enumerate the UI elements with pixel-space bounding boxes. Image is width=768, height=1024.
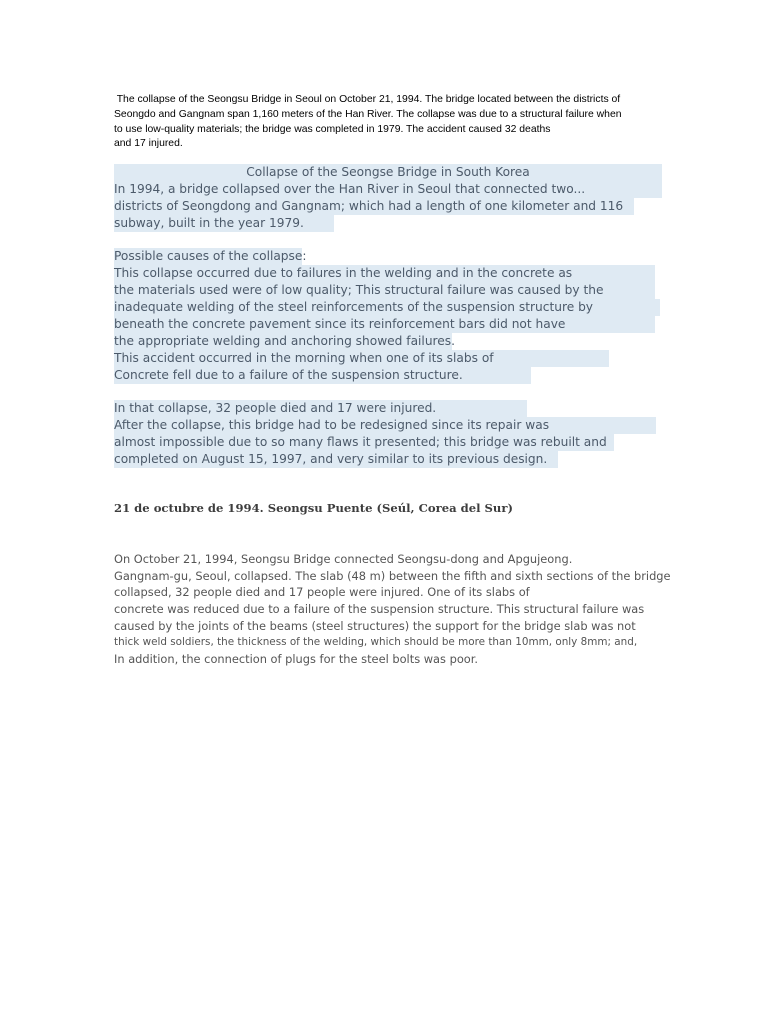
highlighted-line: After the collapse, this bridge had to be redesigned since its repair was (114, 417, 607, 434)
final-line: concrete was reduced due to a failure of the suspension structure. This structural failure was (114, 602, 645, 617)
final-line: On October 21, 1994, Seongsu Bridge connected Seongsu-dong and Apgujeong. (114, 552, 573, 566)
causes-heading: Possible causes of the collapse: (114, 249, 307, 263)
intro-line: Seongdo and Gangnam span 1,160 meters of the Han River. The collapse was due to a structural failure when (114, 108, 622, 120)
final-line: In addition, the connection of plugs for the steel bolts was poor. (114, 652, 479, 667)
highlighted-line: inadequate welding of the steel reinforcements of the suspension structure by (114, 299, 604, 316)
final-line: Gangnam-gu, Seoul, collapsed. The slab (48 m) between the fifth and sixth sections of the bridge (114, 568, 671, 583)
aftermath-section (114, 400, 607, 468)
final-line: caused by the joints of the beams (steel structures) the support for the bridge slab was not (114, 618, 636, 633)
highlighted-line: This accident occurred in the morning when one of its slabs of (114, 350, 604, 367)
highlighted-line: districts of Seongdong and Gangnam; which had a length of one kilometer and 116 (114, 198, 662, 215)
causes-section (114, 248, 604, 384)
intro-paragraph (114, 93, 666, 152)
final-paragraph (114, 551, 671, 668)
highlighted-line: the appropriate welding and anchoring showed failures. (114, 334, 456, 348)
intro-line: and 17 injured. (114, 138, 183, 150)
section-title-line (114, 164, 662, 181)
intro-line: to use low-quality materials; the bridge was completed in 1979. The accident caused 32 deaths (114, 123, 551, 135)
intro-line: The collapse of the Seongsu Bridge in Seoul on October 21, 1994. The bridge located between the districts of (114, 94, 621, 105)
highlighted-line (114, 248, 604, 265)
highlighted-line: completed on August 15, 1997, and very similar to its previous design. (114, 451, 607, 468)
highlighted-line: In that collapse, 32 people died and 17 were injured. (114, 400, 607, 417)
highlighted-line: almost impossible due to so many flaws it presented; this bridge was rebuilt and (114, 434, 607, 451)
highlighted-line: This collapse occurred due to failures in the welding and in the concrete as (114, 265, 604, 282)
highlighted-line: subway, built in the year 1979. (114, 215, 662, 232)
final-line: collapsed, 32 people died and 17 people were injured. One of its slabs of (114, 585, 530, 600)
section-title: Collapse of the Seongse Bridge in South Korea (246, 165, 530, 179)
highlighted-line: beneath the concrete pavement since its reinforcement bars did not have (114, 316, 604, 333)
highlighted-line: Concrete fell due to a failure of the suspension structure. (114, 367, 604, 384)
highlighted-section (114, 164, 662, 232)
highlighted-line: In 1994, a bridge collapsed over the Han River in Seoul that connected two... (114, 181, 662, 198)
highlighted-line: the materials used were of low quality; This structural failure was caused by the (114, 282, 604, 299)
final-line: thick weld soldiers, the thickness of the welding, which should be more than 10mm, only 8mm; and, (114, 636, 638, 649)
spanish-heading: 21 de octubre de 1994. Seongsu Puente (Seúl, Corea del Sur) (114, 501, 513, 515)
